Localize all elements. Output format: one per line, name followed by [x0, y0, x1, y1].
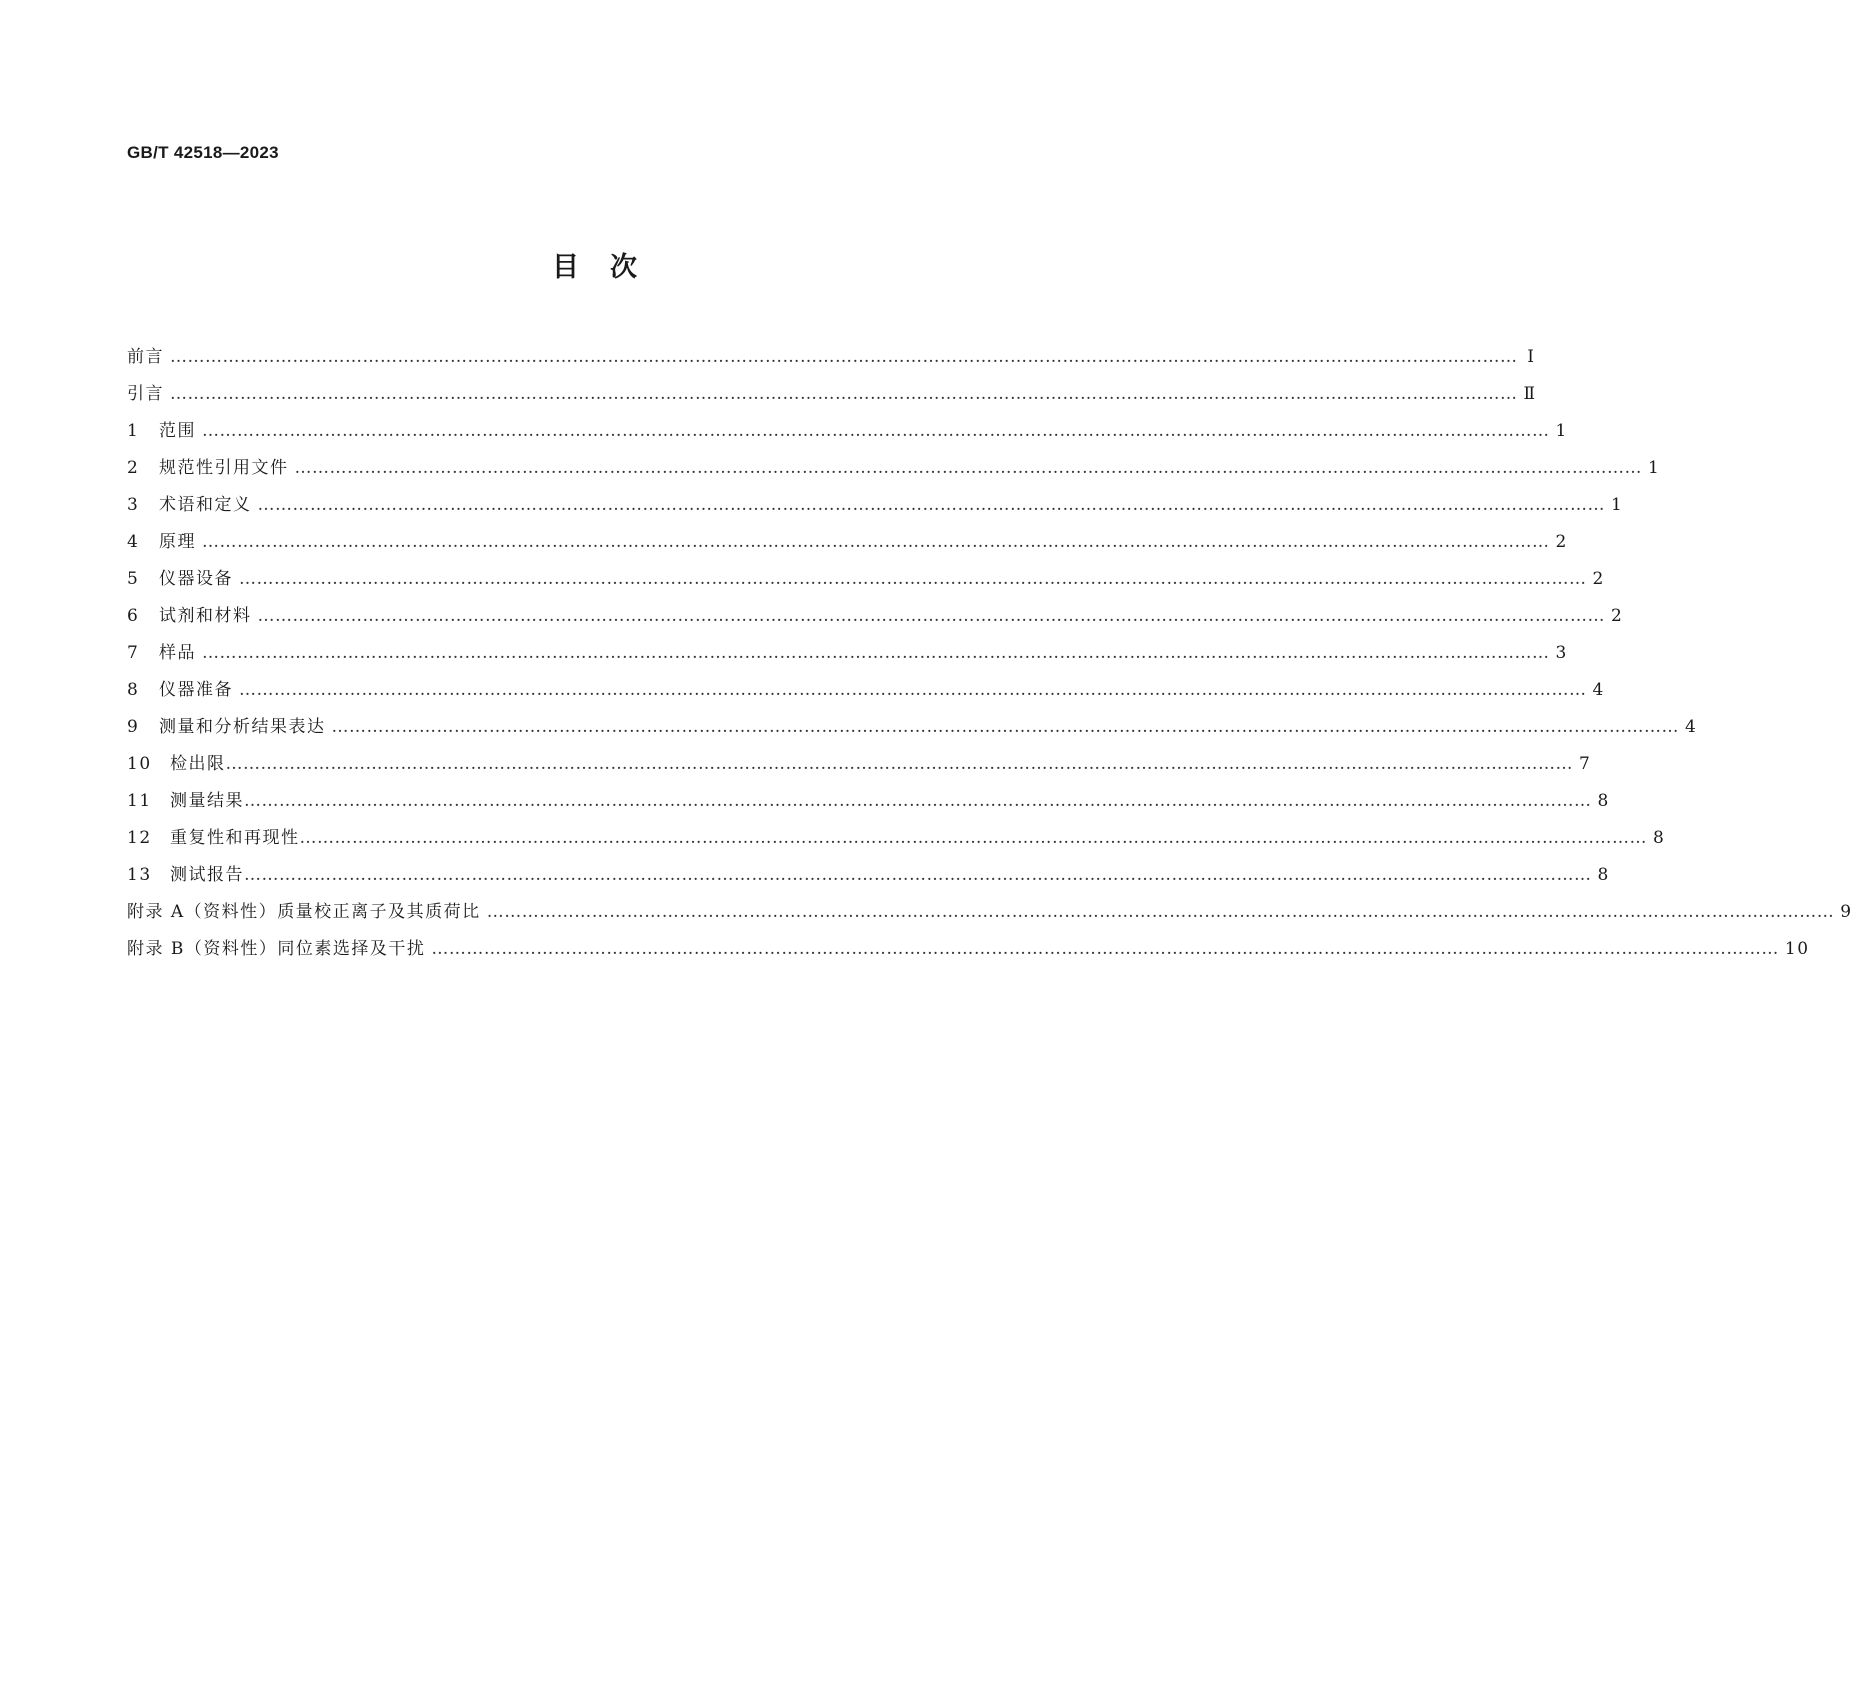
- standard-code: GB/T 42518—2023: [127, 143, 279, 162]
- toc-entry-title: 引言: [127, 384, 164, 404]
- toc-entry-10[interactable]: [127, 749, 1592, 786]
- toc-entry-page: 9: [1840, 902, 1853, 922]
- toc-entry-title: 仪器准备: [159, 680, 233, 700]
- toc-entry-5[interactable]: [127, 564, 1605, 601]
- toc-entry-title: 检出限: [170, 754, 226, 774]
- toc-entry-title: 术语和定义: [159, 495, 252, 515]
- toc-leader-dots: ……………………………………………………………………………………………………………………………………………………………………………………………………………: [299, 828, 1647, 848]
- toc-entry-title: 测量结果: [170, 791, 244, 811]
- toc-entry-number: 1: [127, 421, 140, 441]
- toc-entry-number: 5: [127, 569, 140, 589]
- toc-entry-7[interactable]: [127, 638, 1568, 675]
- toc-entry-title: 试剂和材料: [159, 606, 252, 626]
- toc-entry-title: 测试报告: [170, 865, 244, 885]
- toc-entry-6[interactable]: [127, 601, 1624, 638]
- toc-entry-title: 前言: [127, 347, 164, 367]
- toc-entry-page: 4: [1592, 680, 1605, 700]
- toc-entry-page: 8: [1653, 828, 1666, 848]
- toc-entry-page: 3: [1555, 643, 1568, 663]
- toc-entry-page: 10: [1784, 939, 1810, 959]
- toc-entry-number: 3: [127, 495, 140, 515]
- toc-entry-title: 测量和分析结果表达: [159, 717, 326, 737]
- toc-entry-subtitle: 质量校正离子及其质荷比: [277, 902, 481, 922]
- toc-entry-8[interactable]: [127, 675, 1605, 712]
- toc-entry-number: 12: [127, 828, 152, 848]
- toc-entry-introduction[interactable]: [127, 379, 1537, 416]
- toc-entry-number: 2: [127, 458, 140, 478]
- toc-entry-page: 2: [1611, 606, 1624, 626]
- toc-leader-dots: ……………………………………………………………………………………………………………………………………………………………………………………………………………: [170, 347, 1518, 367]
- toc-entry-title: 重复性和再现性: [170, 828, 300, 848]
- toc-entry-3[interactable]: [127, 490, 1624, 527]
- toc-entry-page: 8: [1597, 865, 1610, 885]
- toc-entry-page: 2: [1592, 569, 1605, 589]
- toc-entry-title: 样品: [159, 643, 196, 663]
- page-title: 目 次: [552, 252, 639, 283]
- toc-leader-dots: ……………………………………………………………………………………………………………………………………………………………………………………………………………: [170, 384, 1518, 404]
- toc-leader-dots: ……………………………………………………………………………………………………………………………………………………………………………………………………………: [202, 643, 1550, 663]
- toc-leader-dots: ……………………………………………………………………………………………………………………………………………………………………………………………………………: [431, 939, 1779, 959]
- toc-leader-dots: ……………………………………………………………………………………………………………………………………………………………………………………………………………: [486, 902, 1835, 922]
- toc-leader-dots: ……………………………………………………………………………………………………………………………………………………………………………………………………………: [257, 606, 1605, 626]
- toc-entry-subtitle: 同位素选择及干扰: [277, 939, 426, 959]
- toc-leader-dots: ……………………………………………………………………………………………………………………………………………………………………………………………………………: [202, 532, 1550, 552]
- toc-entry-title: 原理: [159, 532, 196, 552]
- toc-entry-number: 10: [127, 754, 152, 774]
- toc-entry-1[interactable]: [127, 416, 1568, 453]
- toc-entry-title: 仪器设备: [159, 569, 233, 589]
- toc-entry-annex-a[interactable]: [127, 897, 1853, 934]
- toc-leader-dots: ……………………………………………………………………………………………………………………………………………………………………………………………………………: [331, 717, 1679, 737]
- toc-entry-page: 1: [1648, 458, 1661, 478]
- toc-entry-title: 规范性引用文件: [159, 458, 289, 478]
- toc-entry-4[interactable]: [127, 527, 1568, 564]
- toc-entry-12[interactable]: [127, 823, 1666, 860]
- toc-leader-dots: ……………………………………………………………………………………………………………………………………………………………………………………………………………: [239, 569, 1587, 589]
- toc-entry-page: 1: [1555, 421, 1568, 441]
- toc-leader-dots: ……………………………………………………………………………………………………………………………………………………………………………………………………………: [225, 754, 1573, 774]
- toc-entry-number: 9: [127, 717, 140, 737]
- toc-entry-page: 7: [1579, 754, 1592, 774]
- toc-entry-13[interactable]: [127, 860, 1610, 897]
- toc-leader-dots: ……………………………………………………………………………………………………………………………………………………………………………………………………………: [244, 865, 1592, 885]
- toc-entry-number: 13: [127, 865, 152, 885]
- toc-entry-title: 附录 A（资料性）: [127, 902, 278, 922]
- toc-entry-9[interactable]: [127, 712, 1698, 749]
- toc-entry-number: 8: [127, 680, 140, 700]
- toc-entry-page: 4: [1685, 717, 1698, 737]
- toc-entry-number: 4: [127, 532, 140, 552]
- toc-entry-title: 附录 B（资料性）: [127, 939, 278, 959]
- toc-entry-number: 11: [127, 791, 152, 811]
- toc-entry-page: 8: [1597, 791, 1610, 811]
- toc-leader-dots: ……………………………………………………………………………………………………………………………………………………………………………………………………………: [244, 791, 1592, 811]
- toc-entry-page: Ⅱ: [1523, 384, 1537, 404]
- toc-leader-dots: ……………………………………………………………………………………………………………………………………………………………………………………………………………: [202, 421, 1550, 441]
- toc-entry-number: 7: [127, 643, 140, 663]
- table-of-contents: [127, 342, 1853, 971]
- toc-leader-dots: ……………………………………………………………………………………………………………………………………………………………………………………………………………: [294, 458, 1642, 478]
- toc-entry-11[interactable]: [127, 786, 1610, 823]
- toc-entry-2[interactable]: [127, 453, 1661, 490]
- toc-entry-page: 1: [1611, 495, 1624, 515]
- toc-entry-page: Ⅰ: [1527, 347, 1536, 367]
- toc-entry-page: 2: [1555, 532, 1568, 552]
- toc-entry-number: 6: [127, 606, 140, 626]
- toc-entry-title: 范围: [159, 421, 196, 441]
- toc-leader-dots: ……………………………………………………………………………………………………………………………………………………………………………………………………………: [257, 495, 1605, 515]
- toc-leader-dots: ……………………………………………………………………………………………………………………………………………………………………………………………………………: [239, 680, 1587, 700]
- toc-entry-annex-b[interactable]: [127, 934, 1810, 971]
- toc-entry-foreword[interactable]: [127, 342, 1536, 379]
